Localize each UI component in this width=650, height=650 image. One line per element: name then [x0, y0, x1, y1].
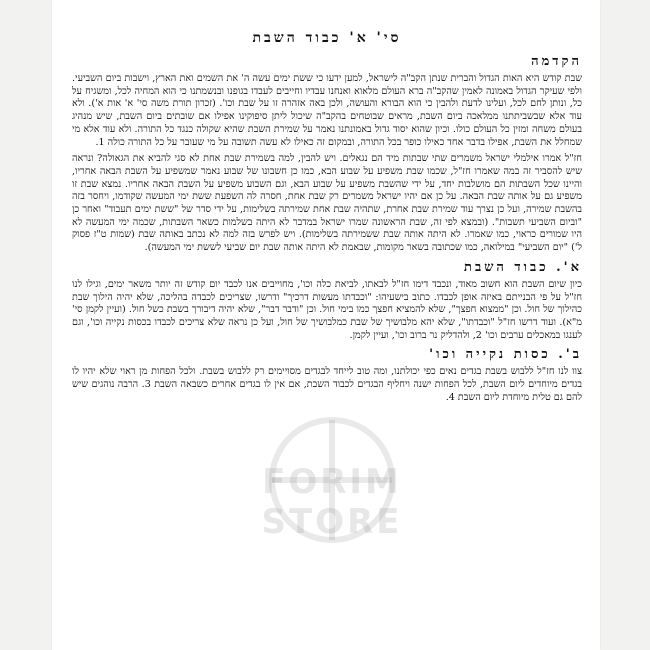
paragraph-clean-clothes: צוו לנו חז"ל ללבוש בשבת בגדים נאים כפי יכולתנו, ומה טוב לייחד לבגדים מסויימים רק ללבוש בשבת. ולכל הפחות מן ראוי שלא יהיו לו בגדים מיוחדים ליום השבת, לכל הפחות ישנה ויחליף הבגדים לכבוד השבת, אם אין לו בגדים אחרים כשבאה השבת 3. הרבה נוהגים שיש להם גם טלית מיוחדת ליום השבת 4.: [72, 366, 583, 403]
chapter-title: סי' א' כבוד השבת: [252, 30, 402, 46]
watermark-emblem-icon: [202, 400, 462, 600]
section-heading-introduction: הקדמה: [531, 54, 582, 69]
paragraph-kavod-shabbat: כיון שיום השבת הוא חשוב מאוד, ונכבד דימו חז"ל לבאתו, לביאת כלה וכו', מחוייבים אנו לכבד יום קודש זה יותר משאר ימים, וגילו לנו חז"ל על פי הבנייתם באיזה אופן לכבדו. כתוב בישעיהו: "וכבדתו מעשות דרכיך" ודרשו, שצריכים לכבדה בהליכה, שלא יהיה הילוך שבת כהילוך של חול. וכן "ממצוא חפצך", שלא להמציא חפצך כמו בימי חול. וכן "ודבר דבר", שלא יהיה דיבורך בשבת כשל חול. (ועיין לקמן סי' מ"א). ועוד דרשו חז"ל "וכבדתו", שלא יהא מלבושיך של שבת כמלבושיך של חול, ועל כן נראה שלא צריכים לכבדו בכסות נקייה וכו', וגם לענגו במאכלים ערבים וכו' 2, ולהדליק נר ברוב וכו', ועיין לקמן.: [72, 278, 582, 341]
paragraph-two-shabbatot: חז"ל אמרו אילמלי ישראל משמרים שתי שבתות מיד הם נגאלים. ויש להבין, למה בשמירת שבת אחת לא סגי להביא את הגאולה? ונראה שיש להסביר זה במה שאמרו חז"ל, שכמו שבת משפיע על שבוע הבא, כמו כן חשבונו של שבוע נאמר שמשפיע על השבת הבאה אחריו, והיינו שכל השבתות הם מושלבות יחד, על ידי שהשבת משפיע על שבוע הבא, וגם השבוע משפיע על השבת הבאה אחריו. נמצא שבת זו משפיע גם על אותה שבת הבאה. על כן אם יהיו ישראל משמרים רק שבת אחת, חסרה לה השפעת ששת ימי המעשה שקודמו, ויחסר בזה בהשבת שמירה, ועל כן נצרך עוד שמירת שבת אחרת, שתהיה שבת אחת שמירתה בשלימות, על ידי סדר של "ששת ימים תעבוד" ואחר כן "וביום השביעי תשבות". (ובמצא לפי זה, שבת הראשונה שמרו ישראל במדבר לא היתה בשלמות כשאר השבתות, שכמה ימי המעשה לא היו שמורים כראוי, כמו שאמרו. לא היתה אותה שבת ששמירתה בשלימות). ויש לפרש בזה למה לא נכתב באותה שבת (שמות ט"ז פסוק ל') "יום השביעי" במילואה, כמו שכתובה בשאר מקומות, שבאמת לא היתה אותה שבת יום שביעי לששת ימי המעשה).: [72, 153, 582, 254]
page-content: [72, 30, 582, 408]
paragraph-introduction: שבת קודש היא האות הגדול והברית שנתן הקב"ה לישראל, למען ידעו כי ששת ימים עשה ה' את השמים ואת הארץ, וישבות ביום השביעי. ולפי שעיקר הגדול באמונה לאמין שהקב"ה ברא העולם מלאוא ואנחנו עבדיו וחייבים לעבדו בגופנו ובנשמתנו כי הוא המחיה לכל, ומשגיח על כל, ונותן לחם לכל, ועלינו לדעת ולהבין כי הוא הבורא והעושה, ולכן באה אזהרה זו על שבת וכו'. (זכרון תורת משה סי' א' אות א'). ולא עוד אלא שבשביתתנו ממלאכה ביום השבת, מראים שבוטחים בהקב"ה שיכול ליתן סיפוקינו אפילו אם שובתים ביום השבת, שיש מנהיג בעולם משחה ומזין כל העולם כולו. וכיון שהוא יסוד גדול באמונתנו נאמר על שמירת השבת שהיא שקולה כנגד כל התורה. ולא עוד אלא מי שמחלל את השבת, אפילו בדבר אחד כאילו כופר בכל התורה, ובמקום זה כאילו לא עשה תשובה על מי שעובר על כל התורה כולה 1.: [72, 73, 582, 148]
document-page: [52, 0, 600, 650]
section-heading-kavod-shabbat: א'. כבוד השבת: [464, 259, 582, 275]
watermark-text: FORIM STORE: [261, 462, 403, 542]
store-watermark: [202, 400, 462, 600]
section-heading-clean-clothes: ב'. כסות נקייה וכו': [429, 347, 582, 363]
